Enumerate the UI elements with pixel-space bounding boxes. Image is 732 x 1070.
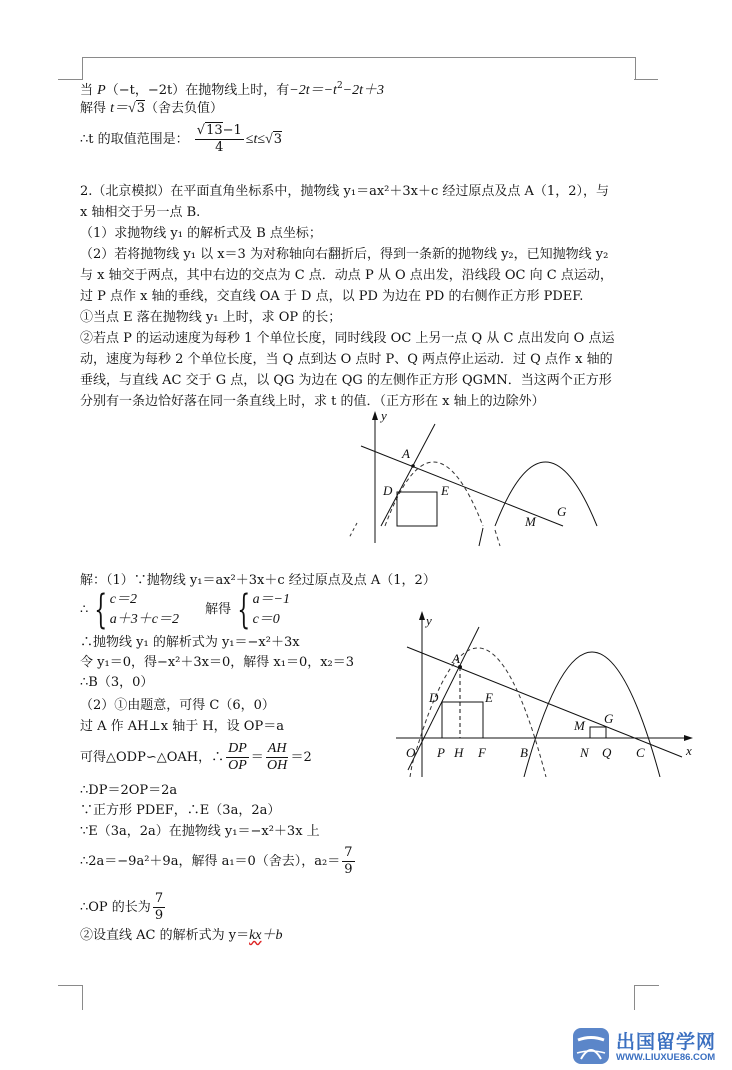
label-e: E <box>441 483 449 498</box>
logo-url: WWW.LIUXUE86.COM <box>616 1052 716 1063</box>
text: （舍去负值） <box>145 101 224 116</box>
text: −1 <box>222 123 242 138</box>
parabola-y2-tail <box>495 530 500 546</box>
square-pdef <box>442 702 483 738</box>
solution-line: 解：（1）∵抛物线 y₁＝ax²＋3x＋c 经过原点及点 A（1，2） <box>80 573 436 588</box>
label-m: M <box>574 718 585 733</box>
numerator: 7 <box>344 845 353 860</box>
dash-mark <box>349 523 357 538</box>
denominator: 4 <box>215 140 224 155</box>
solution-line <box>80 842 357 882</box>
problem-line: （1）求抛物线 y₁ 的解析式及 B 点坐标； <box>80 226 322 241</box>
label-c: C <box>636 745 645 760</box>
figure-2 <box>392 605 698 777</box>
page-corner-bottom-left <box>58 985 83 1010</box>
label-a: A <box>402 446 410 461</box>
square-pdef <box>397 492 437 526</box>
text: 可得△ODP∽△OAH，∴ <box>80 750 225 765</box>
problem-line: x 轴相交于另一点 B. <box>80 205 201 220</box>
equation: −2t＋3 <box>342 83 385 98</box>
text: ∴t 的取值范围是： <box>80 132 189 147</box>
text-line <box>80 82 384 100</box>
label-y: y <box>381 408 387 423</box>
equation-system <box>253 590 290 630</box>
text: 当 <box>80 83 94 98</box>
fraction <box>342 845 354 878</box>
solution-line: ∵E（3a，2a）在抛物线 y₁＝−x²＋3x 上 <box>80 824 320 839</box>
fraction: $\frac{√13-1}{4}$ <box>196 123 242 155</box>
radicand: 13 <box>206 123 223 138</box>
fraction <box>226 741 249 774</box>
page-corner-bottom-right <box>634 985 659 1010</box>
label-f: F <box>478 745 486 760</box>
radicand: 3 <box>273 132 283 147</box>
text: ∴OP 的长为 <box>80 900 151 915</box>
denominator: 9 <box>344 862 353 877</box>
equation-system <box>110 590 179 630</box>
label-x: x <box>686 743 692 758</box>
y-axis-arrow <box>372 411 378 420</box>
y-axis-arrow <box>419 611 425 620</box>
fraction <box>266 741 289 774</box>
parabola-y1-tail <box>479 528 483 546</box>
line-oa <box>381 424 435 526</box>
solution-line: （2）①由题意，可得 C（6，0） <box>80 698 275 713</box>
inequality: ≤t≤√ <box>245 132 273 147</box>
text: ∴2a＝−9a²＋9a，解得 a₁＝0（舍去），a₂＝ <box>80 854 341 869</box>
equation: c＝2 <box>109 592 137 607</box>
solution-line: ∵正方形 PDEF，∴E（3a，2a） <box>80 803 281 818</box>
label-n: N <box>580 745 589 760</box>
label-q: Q <box>602 745 612 760</box>
figure-1 <box>345 408 605 548</box>
text: 解得 <box>205 602 232 617</box>
spellcheck-underlined-text: kx <box>249 928 262 943</box>
radicand: 3 <box>136 101 146 116</box>
label-m: M <box>525 514 536 529</box>
parabola-y2 <box>495 462 597 526</box>
solution-line: 过 A 作 AH⊥x 轴于 H，设 OP＝a <box>80 719 284 734</box>
brace-icon: { <box>237 587 251 633</box>
equation: c＝0 <box>252 612 280 627</box>
parabola-y1 <box>385 462 483 526</box>
label-e: E <box>485 690 493 705</box>
watermark-logo <box>572 1027 732 1067</box>
label-y: y <box>426 613 432 628</box>
problem-line: （2）若将抛物线 y₁ 以 x＝3 为对称轴向右翻折后，得到一条新的抛物线 y₂，已知抛物线 y₂ <box>80 247 609 262</box>
numerator: DP <box>228 741 247 756</box>
numerator: AH <box>267 741 287 756</box>
label-p: P <box>437 745 445 760</box>
page-corner-top-left-v <box>82 57 636 80</box>
label-g: G <box>604 711 614 726</box>
text: ＝2 <box>290 750 312 765</box>
label-d: D <box>429 690 439 705</box>
problem-line: ①当点 E 落在抛物线 y₁ 上时，求 OP 的长； <box>80 310 342 325</box>
text: ＝ <box>250 750 264 765</box>
denominator: OP <box>228 758 247 773</box>
solution-line <box>80 738 312 778</box>
solution-line: 令 y₁＝0，得−x²＋3x＝0，解得 x₁＝0，x₂＝3 <box>80 655 355 670</box>
problem-line: 与 x 轴交于两点，其中右边的交点为 C 点．动点 P 从 O 点出发，沿线段 OC 向 C 点运动， <box>80 268 613 283</box>
text: ②设直线 AC 的解析式为 y＝ <box>80 928 250 943</box>
equation: −2t＝−t <box>289 83 337 98</box>
text-line <box>80 120 282 160</box>
point-a <box>411 464 415 468</box>
fraction <box>153 891 165 924</box>
text: （−t，−2t） <box>105 83 186 98</box>
brace-icon: { <box>94 587 108 633</box>
logo-icon <box>572 1027 610 1065</box>
solution-line: ∴抛物线 y₁ 的解析式为 y₁＝−x²＋3x <box>80 635 300 650</box>
denominator: 9 <box>154 908 164 923</box>
x-axis-arrow <box>684 735 693 741</box>
text: 解得 <box>80 101 107 116</box>
page-corner-top-right-h <box>634 79 658 80</box>
equation: a＝−1 <box>252 592 291 607</box>
problem-line: 2.（北京模拟）在平面直角坐标系中，抛物线 y₁＝ax²＋3x＋c 经过原点及点 A（1，2），与 <box>80 184 609 199</box>
text: ＋b <box>261 928 283 943</box>
problem-line: 垂线，与直线 AC 交于 G 点，以 QG 为边在 QG 的左侧作正方形 QGMN．当这两个正方形 <box>80 373 612 388</box>
label-b: B <box>520 745 528 760</box>
solution-line: ∴B（3，0） <box>80 675 154 690</box>
square-qgmn <box>590 727 606 738</box>
solution-line <box>80 927 283 945</box>
text: 在抛物线上时，有 <box>185 83 290 98</box>
exponent: 2 <box>336 81 343 91</box>
problem-line: 动，速度为每秒 2 个单位长度，当 Q 点到达 O 点时 P、Q 两点停止运动．过 Q 点作 x 轴的 <box>80 352 613 367</box>
label-h: H <box>454 745 464 760</box>
label-a: A <box>452 651 460 666</box>
solution-line: ∴DP＝2OP＝2a <box>80 783 178 798</box>
problem-line: 过 P 点作 x 轴的垂线，交直线 OA 于 D 点，以 PD 为边在 PD 的右侧作正方形 PDEF. <box>80 289 584 304</box>
text-line <box>80 100 223 118</box>
equation: a＋3＋c＝2 <box>109 612 179 627</box>
logo-name: 出国留学网 <box>616 1031 717 1053</box>
therefore-symbol: ∴ <box>80 602 89 618</box>
page-corner-top-left-h <box>58 79 82 80</box>
solution-line <box>80 888 167 928</box>
denominator: OH <box>267 758 288 773</box>
problem-line: ②若点 P 的运动速度为每秒 1 个单位长度，同时线段 OC 上另一点 Q 从 C 点出发向 O 点运 <box>80 331 615 346</box>
equation-system-line <box>80 587 291 633</box>
problem-line: 分别有一条边恰好落在同一条直线上时，求 t 的值．（正方形在 x 轴上的边除外） <box>80 394 545 409</box>
label-o: O <box>406 745 416 760</box>
label-d: D <box>383 483 393 498</box>
var-p: P <box>97 83 106 98</box>
equation: t＝√ <box>110 101 136 116</box>
numerator: 7 <box>154 891 164 906</box>
page-corner-top-left <box>58 60 83 80</box>
label-g: G <box>557 504 567 519</box>
